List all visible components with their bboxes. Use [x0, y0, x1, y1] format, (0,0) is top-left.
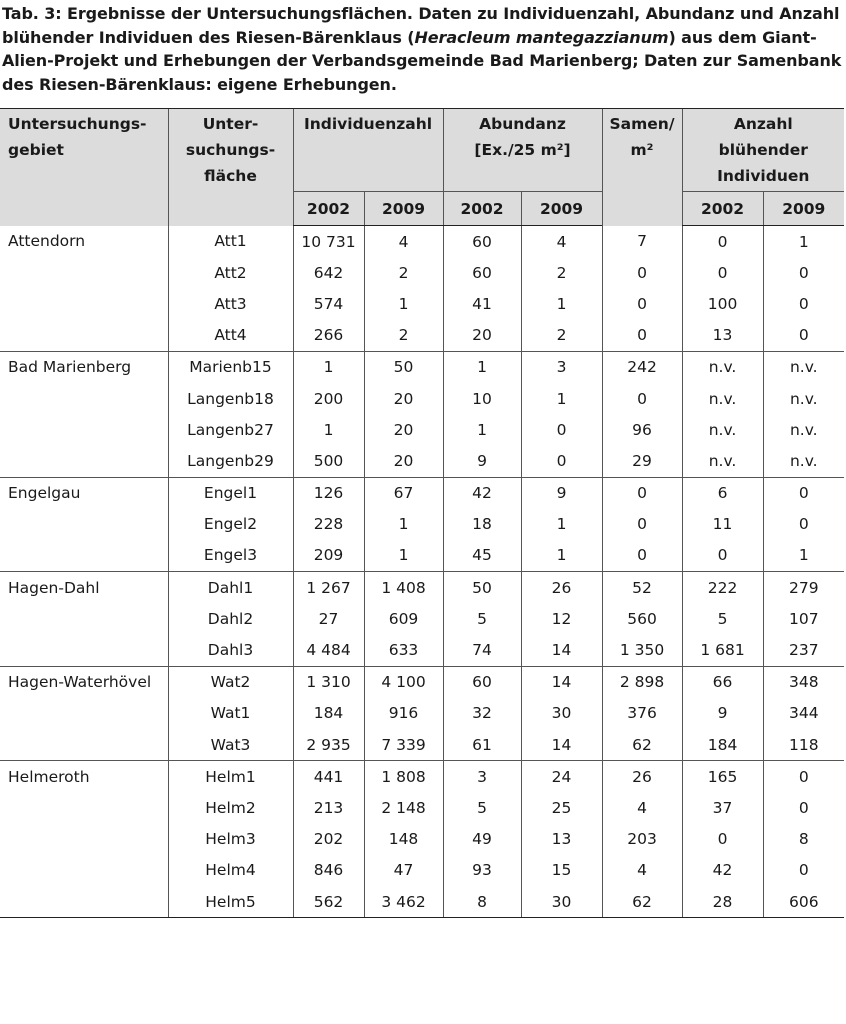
- cell-value: 30: [521, 698, 602, 729]
- cell-value: 20: [443, 320, 521, 352]
- cell-flaeche: Langenb18: [168, 383, 293, 414]
- cell-gebiet: Bad Marienberg: [0, 351, 168, 383]
- cell-value: 0: [763, 855, 844, 886]
- cell-value: 7 339: [364, 729, 443, 761]
- table-row: [0, 666, 844, 698]
- cell-gebiet: [0, 729, 168, 761]
- cell-value: 45: [443, 540, 521, 572]
- table-body: [0, 226, 844, 918]
- table-row: [0, 288, 844, 319]
- cell-gebiet: [0, 320, 168, 352]
- cell-value: 27: [293, 603, 364, 634]
- header-bluehend: Anzahl blühender Individuen: [682, 109, 844, 192]
- year-header: 2002: [682, 192, 763, 226]
- cell-value: 30: [521, 886, 602, 918]
- table-row: [0, 226, 844, 258]
- table-row: [0, 572, 844, 604]
- cell-value: 60: [443, 257, 521, 288]
- cell-value: 0: [682, 824, 763, 855]
- cell-value: 52: [602, 572, 682, 604]
- cell-value: 222: [682, 572, 763, 604]
- cell-value: 1: [293, 414, 364, 445]
- cell-flaeche: Helm1: [168, 761, 293, 793]
- cell-value: 37: [682, 792, 763, 823]
- cell-value: 62: [602, 729, 682, 761]
- cell-value: 4: [364, 226, 443, 258]
- cell-value: 1: [521, 540, 602, 572]
- cell-value: 237: [763, 634, 844, 666]
- cell-gebiet: [0, 886, 168, 918]
- caption-species: Heracleum mantegazzianum: [414, 27, 669, 47]
- cell-flaeche: Langenb27: [168, 414, 293, 445]
- cell-gebiet: [0, 540, 168, 572]
- cell-value: 1 681: [682, 634, 763, 666]
- cell-value: n.v.: [763, 383, 844, 414]
- cell-value: 1 267: [293, 572, 364, 604]
- cell-value: 0: [602, 383, 682, 414]
- caption-prefix: Tab. 3: Ergebnisse der Untersuchungsflächen. Daten zu Individuenzahl, Abundanz und Anzahl blühender Individuen des Riesen-Bärenklaus (: [2, 4, 840, 47]
- cell-value: n.v.: [682, 445, 763, 477]
- cell-value: n.v.: [763, 414, 844, 445]
- cell-value: 1 310: [293, 666, 364, 698]
- cell-value: 12: [521, 603, 602, 634]
- cell-value: 202: [293, 824, 364, 855]
- cell-value: 1: [521, 509, 602, 540]
- cell-value: 1: [763, 226, 844, 258]
- cell-flaeche: Att2: [168, 257, 293, 288]
- cell-value: 9: [682, 698, 763, 729]
- cell-value: 0: [682, 257, 763, 288]
- cell-value: 184: [682, 729, 763, 761]
- header-gebiet: Untersuchungs- gebiet: [0, 109, 168, 226]
- cell-flaeche: Wat2: [168, 666, 293, 698]
- cell-value: 8: [443, 886, 521, 918]
- cell-value: 209: [293, 540, 364, 572]
- table-row: [0, 824, 844, 855]
- caption-suffix: ) aus dem Giant-Alien-Projekt und Erhebungen der Verbandsgemeinde Bad Marienberg; Daten zur Samenbank des Riesen-Bärenklaus: eigene Erhebungen.: [2, 27, 842, 94]
- cell-value: 42: [682, 855, 763, 886]
- cell-gebiet: [0, 855, 168, 886]
- cell-value: 500: [293, 445, 364, 477]
- cell-flaeche: Wat1: [168, 698, 293, 729]
- cell-gebiet: [0, 792, 168, 823]
- header-flaeche: Unter- suchungs- fläche: [168, 109, 293, 226]
- cell-value: 348: [763, 666, 844, 698]
- cell-flaeche: Dahl1: [168, 572, 293, 604]
- cell-value: 148: [364, 824, 443, 855]
- cell-value: 4: [602, 855, 682, 886]
- table-row: [0, 729, 844, 761]
- cell-value: 28: [682, 886, 763, 918]
- cell-value: 9: [521, 477, 602, 509]
- cell-value: 24: [521, 761, 602, 793]
- cell-gebiet: Hagen-Waterhövel: [0, 666, 168, 698]
- cell-value: 376: [602, 698, 682, 729]
- year-header: 2009: [763, 192, 844, 226]
- cell-value: 42: [443, 477, 521, 509]
- cell-value: 41: [443, 288, 521, 319]
- cell-value: 107: [763, 603, 844, 634]
- cell-value: 228: [293, 509, 364, 540]
- table-row: [0, 792, 844, 823]
- cell-value: 2: [364, 320, 443, 352]
- cell-value: 0: [763, 792, 844, 823]
- cell-value: 20: [364, 414, 443, 445]
- cell-flaeche: Engel1: [168, 477, 293, 509]
- cell-value: 25: [521, 792, 602, 823]
- cell-value: 0: [602, 477, 682, 509]
- cell-value: 560: [602, 603, 682, 634]
- table-row: [0, 698, 844, 729]
- cell-value: 2: [521, 257, 602, 288]
- cell-value: 0: [602, 320, 682, 352]
- cell-flaeche: Dahl2: [168, 603, 293, 634]
- table-row: [0, 761, 844, 793]
- cell-value: 60: [443, 666, 521, 698]
- results-table: [0, 108, 844, 918]
- cell-value: 2: [364, 257, 443, 288]
- cell-value: 4 100: [364, 666, 443, 698]
- cell-value: 29: [602, 445, 682, 477]
- cell-value: 279: [763, 572, 844, 604]
- cell-value: n.v.: [763, 445, 844, 477]
- cell-flaeche: Helm3: [168, 824, 293, 855]
- cell-flaeche: Engel3: [168, 540, 293, 572]
- cell-value: 62: [602, 886, 682, 918]
- cell-value: 6: [682, 477, 763, 509]
- cell-gebiet: [0, 257, 168, 288]
- year-header: 2009: [364, 192, 443, 226]
- cell-flaeche: Helm2: [168, 792, 293, 823]
- cell-value: 606: [763, 886, 844, 918]
- cell-gebiet: Helmeroth: [0, 761, 168, 793]
- cell-value: 0: [763, 320, 844, 352]
- cell-value: 2 935: [293, 729, 364, 761]
- header-individuenzahl: Individuenzahl: [293, 109, 443, 192]
- cell-flaeche: Langenb29: [168, 445, 293, 477]
- cell-value: 165: [682, 761, 763, 793]
- cell-value: 1: [364, 288, 443, 319]
- cell-value: 3: [443, 761, 521, 793]
- cell-value: 3 462: [364, 886, 443, 918]
- cell-value: 4: [521, 226, 602, 258]
- cell-value: 213: [293, 792, 364, 823]
- year-header: 2009: [521, 192, 602, 226]
- table-row: [0, 540, 844, 572]
- cell-value: 49: [443, 824, 521, 855]
- cell-value: 10: [443, 383, 521, 414]
- header-abundanz: Abundanz [Ex./25 m²]: [443, 109, 602, 192]
- cell-value: 1: [293, 351, 364, 383]
- cell-flaeche: Helm4: [168, 855, 293, 886]
- cell-gebiet: [0, 445, 168, 477]
- cell-value: 441: [293, 761, 364, 793]
- table-row: [0, 414, 844, 445]
- cell-value: 184: [293, 698, 364, 729]
- cell-value: 1 350: [602, 634, 682, 666]
- cell-value: 633: [364, 634, 443, 666]
- cell-value: 66: [682, 666, 763, 698]
- cell-gebiet: [0, 383, 168, 414]
- cell-value: 4: [602, 792, 682, 823]
- cell-value: 74: [443, 634, 521, 666]
- cell-value: 200: [293, 383, 364, 414]
- cell-value: 61: [443, 729, 521, 761]
- year-header: 2002: [293, 192, 364, 226]
- cell-value: 0: [763, 257, 844, 288]
- cell-flaeche: Wat3: [168, 729, 293, 761]
- cell-value: 67: [364, 477, 443, 509]
- cell-value: n.v.: [682, 351, 763, 383]
- cell-value: 1 808: [364, 761, 443, 793]
- cell-value: 93: [443, 855, 521, 886]
- cell-value: 26: [521, 572, 602, 604]
- cell-value: 15: [521, 855, 602, 886]
- cell-value: 2 898: [602, 666, 682, 698]
- cell-value: 50: [364, 351, 443, 383]
- cell-value: 60: [443, 226, 521, 258]
- cell-value: 0: [763, 509, 844, 540]
- cell-value: n.v.: [763, 351, 844, 383]
- cell-value: 0: [521, 414, 602, 445]
- cell-value: 203: [602, 824, 682, 855]
- cell-value: 26: [602, 761, 682, 793]
- cell-flaeche: Att3: [168, 288, 293, 319]
- cell-gebiet: [0, 824, 168, 855]
- cell-value: 0: [763, 288, 844, 319]
- cell-value: 20: [364, 383, 443, 414]
- cell-value: 118: [763, 729, 844, 761]
- cell-gebiet: [0, 603, 168, 634]
- cell-value: 8: [763, 824, 844, 855]
- cell-value: 7: [602, 226, 682, 258]
- cell-flaeche: Att1: [168, 226, 293, 258]
- cell-value: 1: [364, 540, 443, 572]
- cell-value: 1: [763, 540, 844, 572]
- cell-value: 0: [682, 540, 763, 572]
- table-row: [0, 634, 844, 666]
- cell-value: 96: [602, 414, 682, 445]
- cell-value: 0: [763, 477, 844, 509]
- header-samen: Samen/ m²: [602, 109, 682, 226]
- cell-value: 10 731: [293, 226, 364, 258]
- cell-gebiet: [0, 698, 168, 729]
- cell-value: 609: [364, 603, 443, 634]
- cell-gebiet: Hagen-Dahl: [0, 572, 168, 604]
- cell-flaeche: Dahl3: [168, 634, 293, 666]
- cell-value: 3: [521, 351, 602, 383]
- table-row: [0, 509, 844, 540]
- cell-value: 0: [602, 257, 682, 288]
- table-row: [0, 383, 844, 414]
- table-row: [0, 320, 844, 352]
- cell-value: 916: [364, 698, 443, 729]
- cell-value: 846: [293, 855, 364, 886]
- year-header: 2002: [443, 192, 521, 226]
- cell-flaeche: Engel2: [168, 509, 293, 540]
- cell-flaeche: Marienb15: [168, 351, 293, 383]
- cell-value: 0: [602, 509, 682, 540]
- cell-value: 0: [602, 288, 682, 319]
- cell-value: 20: [364, 445, 443, 477]
- cell-value: 2 148: [364, 792, 443, 823]
- table-row: [0, 603, 844, 634]
- cell-value: 242: [602, 351, 682, 383]
- cell-value: 1: [443, 351, 521, 383]
- table-row: [0, 257, 844, 288]
- cell-value: 562: [293, 886, 364, 918]
- cell-value: n.v.: [682, 383, 763, 414]
- cell-value: 18: [443, 509, 521, 540]
- cell-gebiet: [0, 634, 168, 666]
- cell-value: 0: [763, 761, 844, 793]
- cell-value: 642: [293, 257, 364, 288]
- table-row: [0, 351, 844, 383]
- cell-value: 5: [682, 603, 763, 634]
- cell-value: 1: [364, 509, 443, 540]
- cell-value: 100: [682, 288, 763, 319]
- cell-value: 47: [364, 855, 443, 886]
- cell-value: 14: [521, 666, 602, 698]
- cell-value: 266: [293, 320, 364, 352]
- cell-value: 14: [521, 729, 602, 761]
- cell-value: 1: [443, 414, 521, 445]
- cell-value: 11: [682, 509, 763, 540]
- cell-value: 126: [293, 477, 364, 509]
- cell-flaeche: Att4: [168, 320, 293, 352]
- cell-gebiet: Engelgau: [0, 477, 168, 509]
- cell-value: 13: [521, 824, 602, 855]
- cell-gebiet: Attendorn: [8, 232, 86, 251]
- table-row: [0, 855, 844, 886]
- cell-value: 0: [682, 226, 763, 258]
- cell-value: 50: [443, 572, 521, 604]
- cell-value: 4 484: [293, 634, 364, 666]
- cell-value: 0: [602, 540, 682, 572]
- cell-gebiet: [0, 414, 168, 445]
- cell-value: 32: [443, 698, 521, 729]
- cell-value: 344: [763, 698, 844, 729]
- cell-value: 13: [682, 320, 763, 352]
- cell-gebiet: [0, 288, 168, 319]
- table-caption: [2, 2, 842, 96]
- cell-value: 574: [293, 288, 364, 319]
- cell-gebiet: [0, 509, 168, 540]
- cell-value: 1: [521, 288, 602, 319]
- cell-value: 2: [521, 320, 602, 352]
- cell-flaeche: Helm5: [168, 886, 293, 918]
- table-row: [0, 445, 844, 477]
- cell-value: 5: [443, 603, 521, 634]
- cell-value: 1: [521, 383, 602, 414]
- table-row: [0, 477, 844, 509]
- cell-value: 0: [521, 445, 602, 477]
- cell-value: n.v.: [682, 414, 763, 445]
- table-row: [0, 886, 844, 918]
- cell-value: 1 408: [364, 572, 443, 604]
- cell-value: 5: [443, 792, 521, 823]
- cell-value: 9: [443, 445, 521, 477]
- cell-value: 14: [521, 634, 602, 666]
